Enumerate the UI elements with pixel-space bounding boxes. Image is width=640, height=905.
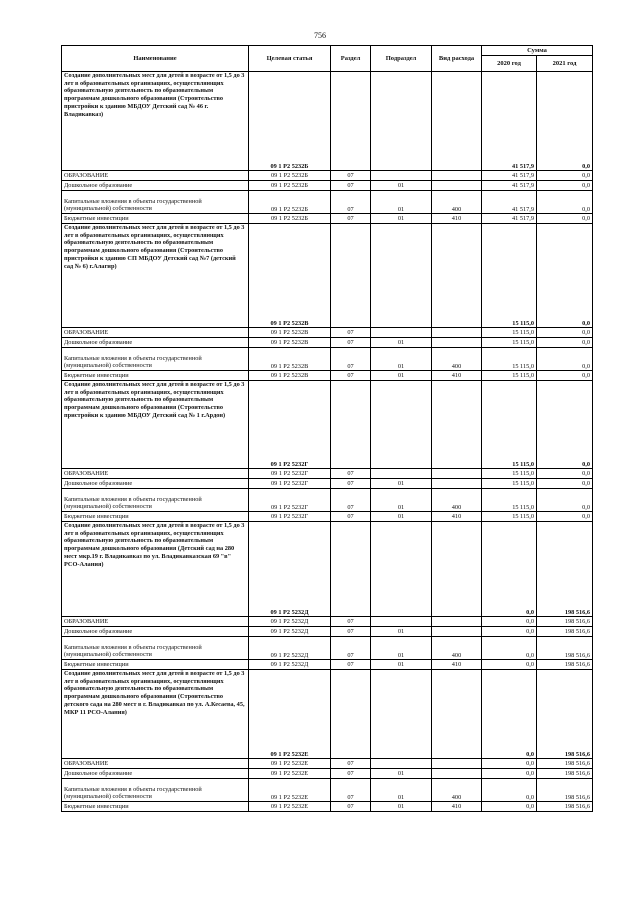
cell-expense-type (432, 617, 482, 627)
cell-subsection: 01 (371, 348, 432, 371)
cell-name: ОБРАЗОВАНИЕ (62, 328, 249, 338)
page-number: 756 (314, 31, 326, 40)
cell-sum-2021: 0,0 (537, 489, 593, 512)
cell-sum-2020: 0,0 (482, 617, 537, 627)
cell-sum-2021: 0,0 (537, 191, 593, 214)
cell-expense-type: 410 (432, 802, 482, 812)
cell-sum-2020: 15 115,0 (482, 328, 537, 338)
cell-name: Бюджетные инвестиции (62, 512, 249, 522)
cell-target: 09 1 P2 5232Б (249, 214, 331, 224)
cell-section (331, 522, 371, 617)
cell-section (331, 72, 371, 171)
cell-sum-2020: 15 115,0 (482, 381, 537, 469)
cell-expense-type (432, 479, 482, 489)
cell-subsection: 01 (371, 769, 432, 779)
cell-section: 07 (331, 759, 371, 769)
cell-name: Капитальные вложения в объекты государственной (муниципальной) собственности (62, 191, 249, 214)
cell-sum-2021: 198 516,6 (537, 637, 593, 660)
cell-subsection (371, 381, 432, 469)
table-row (62, 802, 593, 812)
cell-expense-type: 400 (432, 348, 482, 371)
table-row (62, 371, 593, 381)
cell-sum-2021: 198 516,6 (537, 617, 593, 627)
cell-expense-type (432, 759, 482, 769)
cell-sum-2020: 0,0 (482, 660, 537, 670)
cell-expense-type (432, 72, 482, 171)
table-row (62, 627, 593, 637)
cell-subsection: 01 (371, 802, 432, 812)
cell-sum-2021: 0,0 (537, 371, 593, 381)
cell-sum-2021: 0,0 (537, 338, 593, 348)
cell-subsection (371, 72, 432, 171)
table-row (62, 660, 593, 670)
cell-target: 09 1 P2 5232Г (249, 469, 331, 479)
cell-sum-2020: 41 517,9 (482, 214, 537, 224)
cell-target: 09 1 P2 5232Е (249, 769, 331, 779)
cell-subsection (371, 469, 432, 479)
cell-target: 09 1 P2 5232Д (249, 627, 331, 637)
cell-name: Бюджетные инвестиции (62, 660, 249, 670)
cell-sum-2020: 15 115,0 (482, 224, 537, 328)
table-row (62, 617, 593, 627)
cell-subsection (371, 328, 432, 338)
cell-section: 07 (331, 489, 371, 512)
cell-subsection: 01 (371, 191, 432, 214)
cell-name: Бюджетные инвестиции (62, 214, 249, 224)
cell-subsection (371, 171, 432, 181)
cell-sum-2021: 198 516,6 (537, 759, 593, 769)
cell-section: 07 (331, 627, 371, 637)
cell-name: Дошкольное образование (62, 769, 249, 779)
table-row (62, 224, 593, 328)
cell-section: 07 (331, 328, 371, 338)
cell-expense-type (432, 338, 482, 348)
cell-target: 09 1 P2 5232Б (249, 171, 331, 181)
cell-name: ОБРАЗОВАНИЕ (62, 617, 249, 627)
cell-subsection (371, 670, 432, 759)
cell-expense-type: 400 (432, 779, 482, 802)
cell-subsection: 01 (371, 371, 432, 381)
cell-section: 07 (331, 617, 371, 627)
cell-section (331, 224, 371, 328)
table-row (62, 191, 593, 214)
budget-table (61, 45, 593, 812)
cell-name: Создание дополнительных мест для детей в возрасте от 1,5 до 3 лет в образовательных организациях, осуществляющих образовательную деятельность по образовательным программам дошкольного образования (Строительство пристройки к зданию СП МБДОУ Детский сад №7 (детский сад № 6) г.Алагир) (62, 224, 249, 328)
cell-sum-2020: 0,0 (482, 627, 537, 637)
table-row (62, 469, 593, 479)
cell-sum-2021: 0,0 (537, 72, 593, 171)
cell-name: Бюджетные инвестиции (62, 371, 249, 381)
cell-target: 09 1 P2 5232Д (249, 522, 331, 617)
cell-sum-2021: 198 516,6 (537, 769, 593, 779)
table-row (62, 779, 593, 802)
cell-target: 09 1 P2 5232Е (249, 779, 331, 802)
cell-sum-2020: 0,0 (482, 759, 537, 769)
cell-name: Дошкольное образование (62, 181, 249, 191)
cell-target: 09 1 P2 5232Б (249, 191, 331, 214)
table-row (62, 338, 593, 348)
cell-subsection: 01 (371, 338, 432, 348)
cell-expense-type (432, 469, 482, 479)
cell-target: 09 1 P2 5232Г (249, 489, 331, 512)
header-year-2021: 2021 год (537, 56, 593, 72)
cell-sum-2020: 0,0 (482, 779, 537, 802)
cell-target: 09 1 P2 5232В (249, 224, 331, 328)
cell-section: 07 (331, 469, 371, 479)
table-row (62, 181, 593, 191)
cell-name: Дошкольное образование (62, 627, 249, 637)
cell-target: 09 1 P2 5232В (249, 338, 331, 348)
cell-section: 07 (331, 660, 371, 670)
cell-section: 07 (331, 769, 371, 779)
header-row (62, 46, 593, 56)
cell-subsection: 01 (371, 479, 432, 489)
table-row (62, 381, 593, 469)
cell-sum-2021: 0,0 (537, 469, 593, 479)
cell-subsection: 01 (371, 512, 432, 522)
table-row (62, 769, 593, 779)
cell-sum-2020: 0,0 (482, 670, 537, 759)
cell-section: 07 (331, 371, 371, 381)
cell-section: 07 (331, 512, 371, 522)
cell-sum-2021: 198 516,6 (537, 627, 593, 637)
cell-sum-2021: 198 516,6 (537, 779, 593, 802)
cell-name: Создание дополнительных мест для детей в возрасте от 1,5 до 3 лет в образовательных организациях, осуществляющих образовательную деятельность по образовательным программам дошкольного образования (Строительство детского сада на 280 мест в г. Владикавказ по ул. А.Кесаева, 45, МКР 11 РСО-Алания) (62, 670, 249, 759)
table-row (62, 512, 593, 522)
cell-name: Создание дополнительных мест для детей в возрасте от 1,5 до 3 лет в образовательных организациях, осуществляющих образовательную деятельность по образовательным программам дошкольного образования (Детский сад на 280 мест мкр.19 г. Владикавказ по ул. Владикавказская 69 "в" РСО-Алания) (62, 522, 249, 617)
table-row (62, 214, 593, 224)
cell-expense-type: 410 (432, 214, 482, 224)
table-row (62, 72, 593, 171)
cell-sum-2020: 41 517,9 (482, 72, 537, 171)
cell-sum-2021: 0,0 (537, 181, 593, 191)
cell-expense-type: 400 (432, 191, 482, 214)
cell-name: Создание дополнительных мест для детей в возрасте от 1,5 до 3 лет в образовательных организациях, осуществляющих образовательную деятельность по образовательным программам дошкольного образования (Строительство пристройки к зданию МБДОУ Детский сад № 1 г.Ардон) (62, 381, 249, 469)
cell-section: 07 (331, 338, 371, 348)
header-year-2020: 2020 год (482, 56, 537, 72)
cell-sum-2021: 0,0 (537, 381, 593, 469)
cell-section: 07 (331, 348, 371, 371)
cell-section: 07 (331, 191, 371, 214)
cell-section: 07 (331, 181, 371, 191)
cell-name: Капитальные вложения в объекты государственной (муниципальной) собственности (62, 348, 249, 371)
cell-expense-type (432, 381, 482, 469)
cell-sum-2020: 15 115,0 (482, 479, 537, 489)
header-target: Целевая статья (249, 46, 331, 72)
cell-section: 07 (331, 214, 371, 224)
cell-expense-type (432, 171, 482, 181)
cell-expense-type (432, 769, 482, 779)
cell-sum-2021: 0,0 (537, 348, 593, 371)
cell-section (331, 670, 371, 759)
table-row (62, 171, 593, 181)
cell-sum-2021: 0,0 (537, 512, 593, 522)
cell-sum-2020: 15 115,0 (482, 489, 537, 512)
cell-expense-type: 400 (432, 489, 482, 512)
table-row (62, 637, 593, 660)
cell-sum-2020: 15 115,0 (482, 338, 537, 348)
cell-subsection: 01 (371, 214, 432, 224)
cell-target: 09 1 P2 5232Д (249, 660, 331, 670)
header-subsection: Подраздел (371, 46, 432, 72)
cell-name: Капитальные вложения в объекты государственной (муниципальной) собственности (62, 489, 249, 512)
cell-target: 09 1 P2 5232Д (249, 617, 331, 627)
cell-sum-2020: 41 517,9 (482, 191, 537, 214)
cell-expense-type (432, 522, 482, 617)
cell-target: 09 1 P2 5232Г (249, 381, 331, 469)
cell-target: 09 1 P2 5232Д (249, 637, 331, 660)
cell-sum-2020: 41 517,9 (482, 181, 537, 191)
cell-target: 09 1 P2 5232В (249, 328, 331, 338)
cell-subsection: 01 (371, 779, 432, 802)
cell-section: 07 (331, 779, 371, 802)
cell-sum-2021: 198 516,6 (537, 670, 593, 759)
cell-sum-2021: 198 516,6 (537, 522, 593, 617)
cell-subsection: 01 (371, 660, 432, 670)
header-sum: Сумма (482, 46, 593, 56)
cell-subsection (371, 224, 432, 328)
cell-name: Капитальные вложения в объекты государственной (муниципальной) собственности (62, 779, 249, 802)
cell-section: 07 (331, 637, 371, 660)
header-expense-type: Вид расхода (432, 46, 482, 72)
cell-expense-type: 410 (432, 512, 482, 522)
cell-section (331, 381, 371, 469)
cell-target: 09 1 P2 5232Е (249, 759, 331, 769)
cell-sum-2020: 15 115,0 (482, 512, 537, 522)
cell-subsection: 01 (371, 181, 432, 191)
cell-sum-2020: 15 115,0 (482, 371, 537, 381)
cell-subsection (371, 522, 432, 617)
header-name: Наименование (62, 46, 249, 72)
cell-sum-2021: 198 516,6 (537, 660, 593, 670)
cell-target: 09 1 P2 5232Е (249, 802, 331, 812)
table-row (62, 348, 593, 371)
cell-sum-2020: 41 517,9 (482, 171, 537, 181)
cell-target: 09 1 P2 5232Е (249, 670, 331, 759)
cell-sum-2020: 0,0 (482, 522, 537, 617)
table-row (62, 522, 593, 617)
cell-subsection: 01 (371, 489, 432, 512)
cell-subsection (371, 617, 432, 627)
cell-name: Капитальные вложения в объекты государственной (муниципальной) собственности (62, 637, 249, 660)
cell-section: 07 (331, 171, 371, 181)
table-body (62, 72, 593, 812)
cell-sum-2021: 0,0 (537, 328, 593, 338)
cell-name: ОБРАЗОВАНИЕ (62, 469, 249, 479)
cell-expense-type (432, 670, 482, 759)
cell-name: ОБРАЗОВАНИЕ (62, 171, 249, 181)
cell-sum-2021: 0,0 (537, 224, 593, 328)
cell-sum-2021: 198 516,6 (537, 802, 593, 812)
table-row (62, 479, 593, 489)
cell-name: Дошкольное образование (62, 479, 249, 489)
cell-sum-2020: 0,0 (482, 769, 537, 779)
cell-name: Создание дополнительных мест для детей в возрасте от 1,5 до 3 лет в образовательных организациях, осуществляющих образовательную деятельность по образовательным программам дошкольного образования (Строительство пристройки к зданию МБДОУ Детский сад № 46 г. Владикавказ) (62, 72, 249, 171)
cell-expense-type (432, 224, 482, 328)
cell-section: 07 (331, 802, 371, 812)
cell-expense-type (432, 328, 482, 338)
cell-name: Дошкольное образование (62, 338, 249, 348)
cell-sum-2021: 0,0 (537, 171, 593, 181)
header-section: Раздел (331, 46, 371, 72)
cell-target: 09 1 P2 5232Г (249, 479, 331, 489)
cell-target: 09 1 P2 5232Б (249, 72, 331, 171)
cell-target: 09 1 P2 5232Г (249, 512, 331, 522)
cell-target: 09 1 P2 5232В (249, 371, 331, 381)
table-row (62, 670, 593, 759)
cell-subsection (371, 759, 432, 769)
cell-subsection: 01 (371, 637, 432, 660)
cell-expense-type: 400 (432, 637, 482, 660)
cell-subsection: 01 (371, 627, 432, 637)
cell-expense-type (432, 627, 482, 637)
cell-sum-2020: 15 115,0 (482, 348, 537, 371)
table-row (62, 759, 593, 769)
cell-sum-2020: 0,0 (482, 802, 537, 812)
cell-expense-type: 410 (432, 371, 482, 381)
cell-sum-2021: 0,0 (537, 479, 593, 489)
cell-target: 09 1 P2 5232Б (249, 181, 331, 191)
cell-target: 09 1 P2 5232В (249, 348, 331, 371)
cell-name: ОБРАЗОВАНИЕ (62, 759, 249, 769)
table-row (62, 489, 593, 512)
cell-section: 07 (331, 479, 371, 489)
table-row (62, 328, 593, 338)
cell-sum-2020: 15 115,0 (482, 469, 537, 479)
cell-name: Бюджетные инвестиции (62, 802, 249, 812)
cell-expense-type: 410 (432, 660, 482, 670)
cell-expense-type (432, 181, 482, 191)
cell-sum-2021: 0,0 (537, 214, 593, 224)
cell-sum-2020: 0,0 (482, 637, 537, 660)
